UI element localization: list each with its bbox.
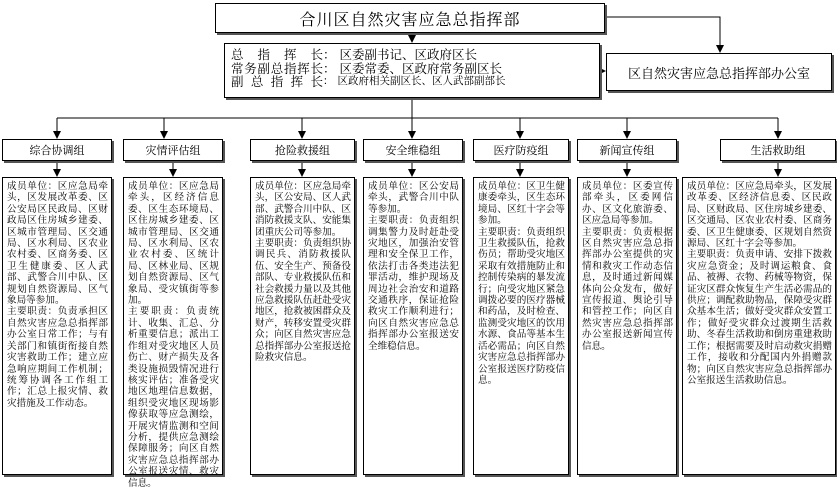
- leader-row-commander: 总 指 挥 长 ： 区委副书记、区政府区长: [231, 47, 478, 62]
- group-header-security: [363, 139, 463, 161]
- leader-members: 区委副书记、区政府区长: [339, 47, 478, 62]
- headquarters-box: [215, 3, 605, 33]
- leader-row-deputy: 副 总 指 挥 长 ： 区政府相关副区长、区人武部副部长: [231, 74, 506, 89]
- group-duties: 主要职责：负责根据区自然灾害应急总指挥部办公室提供的灾情和救灾工作动态信息，及时通过新闻媒体向公众发布，做好宣传报道、舆论引导和管控工作；向区自然灾害应急总指挥部办公室报送新闻宣传信息。: [582, 226, 673, 352]
- group-detail-publicity: [577, 177, 677, 475]
- group-header-medical: [473, 139, 569, 161]
- group-duties: 主要职责：负责统计、收集、汇总、分析重要信息；派出工作组对受灾地区人员伤亡、财产损失及各类设施损毁情况进行核实评估；准备受灾地区地理信息数据，组织受灾地区现场影像获取等应急测绘，开展灾情监测和空间分析，提供应急测绘保障服务；向区自然灾害应急总指挥部办公室报送灾情、救灾信息。: [128, 306, 219, 489]
- group-units: 成员单位：区委宣传部牵头，区委网信办、区文化旅游委、区应急局等参加。: [582, 181, 673, 227]
- group-detail-rescue: [250, 177, 355, 475]
- group-name: 安全维稳组: [385, 144, 441, 157]
- group-header-assessment: [123, 139, 223, 161]
- group-units: 成员单位：区应急局牵头，区发展改革委、区公安局区民政局、区财政局区住房城乡建委、区城市管理局、区交通局、区水利局、区农业农村委、区商务委、区卫生健康委、区人武部、武警合川中队、区规划自然资源局、区气象局等参加。: [7, 181, 108, 307]
- leader-members: 区委常委、区政府常务副区长: [339, 60, 503, 76]
- group-name: 新闻宣传组: [599, 144, 655, 157]
- group-name: 医疗防疫组: [493, 144, 549, 157]
- leader-role: 副 总 指 挥 长: [231, 74, 323, 89]
- group-duties: 主要职责：负责申请、安排下拨救灾应急资金；及时调运粮食、食品、被褥、衣物、药械等物资，保证灾区群众恢复生产生活必需品的供应；调配救助物品，保障受灾群众基本生活；做好受灾群众安置工作；做好受灾群众过渡期生活救助、冬春生活救助和倒房重建救助工作；根据需要及时启动救灾捐赠工作，接收和分配国内外捐赠款物；向区自然灾害应急总指挥部办公室报送生活救助信息。: [687, 249, 832, 386]
- office-name: 区自然灾害应急总指挥部办公室: [627, 66, 810, 82]
- group-duties: 主要职责：负责承担区自然灾害应急总指挥部办公室日常工作；与有关部门和镇街衔接自然灾害救助工作；建立应急响应期间工作机制；统筹协调各工作组工作；汇总上报灾情、救灾措施及工作动态。: [7, 306, 108, 409]
- group-detail-livelihood: [682, 177, 836, 475]
- leader-row-executive-deputy: 常务副总指挥长 ： 区委常委、区政府常务副区长: [231, 60, 503, 76]
- leader-role: 常务副总指挥长: [231, 60, 323, 76]
- group-detail-security: [363, 177, 463, 475]
- group-detail-medical: [473, 177, 569, 475]
- group-units: 成员单位：区应急局牵头，区发展改革委、区经济信息委、区民政局、区财政局、区住房城乡建委、区交通局、区农业农村委、区商务委、区卫生健康委、区规划自然资源局、区红十字会等参加。: [687, 181, 832, 250]
- group-units: 成员单位：区应急局牵头，区经济信息委、区生态环境局、区住房城乡建委、区城市管理局、区交通局、区水利局、区农业农村委、区统计局、区林业局、区规划自然资源局、区气象局、受灾镇街等参加。: [128, 181, 219, 307]
- group-name: 综合协调组: [29, 144, 85, 157]
- group-header-rescue: [250, 139, 355, 161]
- group-name: 抢险救援组: [275, 144, 330, 157]
- leader-role: 总 指 挥 长: [231, 47, 323, 62]
- group-units: 成员单位：区应急局牵头，区公安局、区人武部、武警合川中队、区消防救援支队、安能集团重庆公司等参加。: [255, 181, 351, 238]
- group-name: 生活救助组: [750, 144, 806, 157]
- group-duties: 主要职责：负责组织卫生救援队伍，抢救伤员；帮助受灾地区采取有效措施防止和控制传染病的暴发流行；向受灾地区紧急调拨必要的医疗器械和药品，及时检查、监测受灾地区的饮用水源、食品等基本生活必需品；向区自然灾害应急总指挥部办公室报送医疗防疫信息。: [478, 226, 565, 386]
- headquarters-title: 合川区自然灾害应急总指挥部: [299, 9, 521, 29]
- group-duties: 主要职责：负责组织调集警力及时赶赴受灾地区，加强治安管理和安全保卫工作，依法打击各类违法犯罪活动，维护现场及周边社会治安和道路交通秩序，保证抢险救灾工作顺利进行；向区自然灾害应急总指挥部办公室报送安全维稳信息。: [368, 215, 459, 352]
- group-header-livelihood: [720, 139, 836, 161]
- group-detail-coordination: [2, 177, 112, 475]
- leader-members: 区政府相关副区长、区人武部副部长: [337, 75, 506, 87]
- group-name: 灾情评估组: [145, 144, 201, 157]
- group-units: 成员单位：区卫生健康委牵头，区生态环境局、区红十字会等参加。: [478, 181, 565, 227]
- leadership-box: [224, 43, 600, 98]
- group-detail-assessment: [123, 177, 223, 489]
- group-header-coordination: [2, 139, 112, 161]
- group-duties: 主要职责：负责组织协调民兵、消防救援队伍、安全生产、预备役部队、专业救援队伍和社会救援力量以及其他应急救援队伍赶赴受灾地区，抢救被困群众及财产，转移安置受灾群众；向区自然灾害应急总指挥部办公室报送抢险救灾信息。: [255, 238, 351, 364]
- office-box: [606, 53, 832, 91]
- group-header-publicity: [577, 139, 677, 161]
- group-units: 成员单位：区公安局牵头，武警合川中队等参加。: [368, 181, 459, 215]
